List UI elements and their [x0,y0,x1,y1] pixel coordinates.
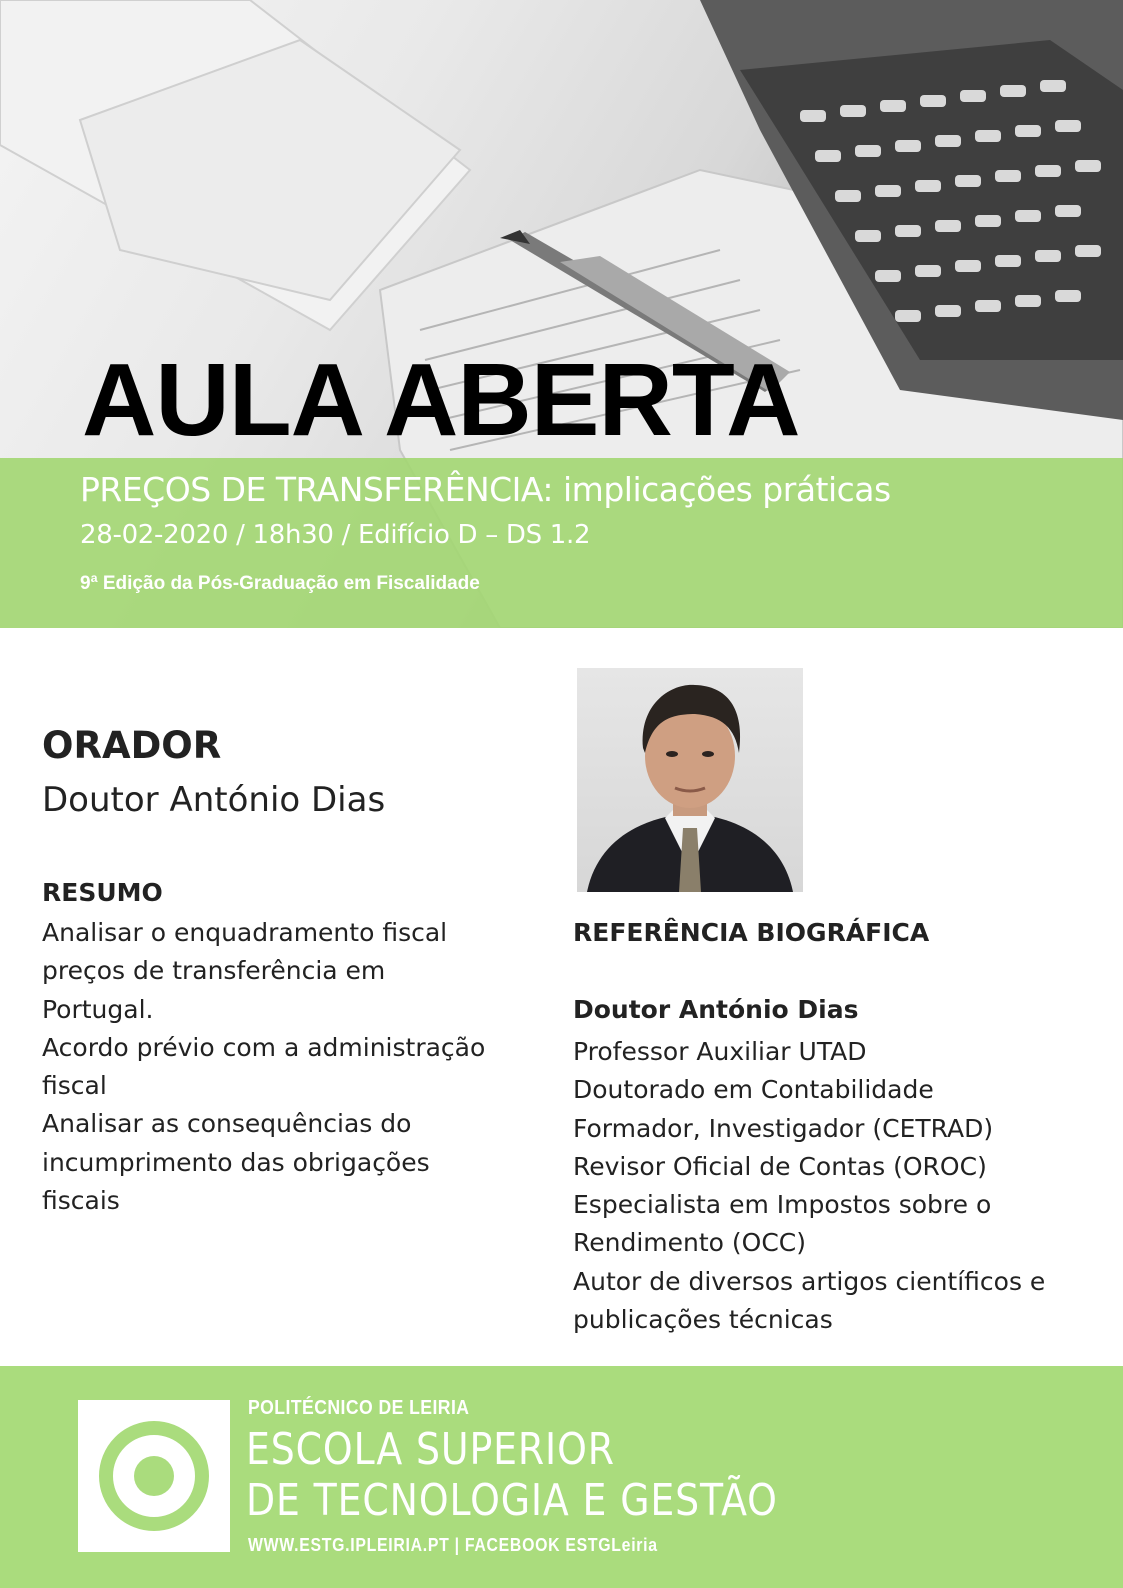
summary-line: fiscais [42,1186,120,1216]
institution-name: POLITÉCNICO DE LEIRIA [248,1397,470,1419]
summary-heading: RESUMO [42,878,163,907]
event-date-location: 28-02-2020 / 18h30 / Edifício D – DS 1.2 [80,520,591,550]
summary-line: incumprimento das obrigações [42,1147,430,1177]
summary-text [42,914,532,1220]
school-links: WWW.ESTG.IPLEIRIA.PT | FACEBOOK ESTGLeiria [248,1535,658,1555]
bio-line: Professor Auxiliar UTAD [573,1037,867,1066]
event-subtitle: PREÇOS DE TRANSFERÊNCIA: implicações práticas [80,470,891,509]
hero-banner [0,0,1123,628]
bio-line: Revisor Oficial de Contas (OROC) [573,1151,987,1181]
summary-line: Acordo prévio com a administração [42,1032,486,1062]
event-title: AULA ABERTA [82,342,800,457]
logo-eye-icon [78,1400,230,1552]
bio-line: publicações técnicas [573,1305,833,1335]
summary-line: preços de transferência em [42,956,386,986]
bio-name: Doutor António Dias [573,995,859,1024]
bio-line: Autor de diversos artigos científicos e [573,1266,1046,1296]
speaker-heading: ORADOR [42,724,222,767]
speaker-photo [577,668,803,892]
summary-line: fiscal [42,1071,107,1101]
school-name-line1: ESCOLA SUPERIOR [246,1424,615,1475]
bio-line: Rendimento (OCC) [573,1228,807,1258]
bio-line: Doutorado em Contabilidade [573,1075,934,1105]
edition-label: 9ª Edição da Pós-Graduação em Fiscalidade [80,573,480,594]
bio-text [573,1033,1113,1339]
summary-line: Analisar as consequências do [42,1109,412,1139]
summary-line: Analisar o enquadramento fiscal [42,918,448,947]
bio-line: Formador, Investigador (CETRAD) [573,1113,994,1143]
bio-heading: REFERÊNCIA BIOGRÁFICA [573,918,930,947]
portrait-illustration [577,668,803,892]
school-name-line2: DE TECNOLOGIA E GESTÃO [246,1475,778,1526]
school-logo [78,1400,230,1552]
speaker-name: Doutor António Dias [42,780,386,820]
bio-line: Especialista em Impostos sobre o [573,1190,992,1220]
summary-line: Portugal. [42,994,154,1024]
